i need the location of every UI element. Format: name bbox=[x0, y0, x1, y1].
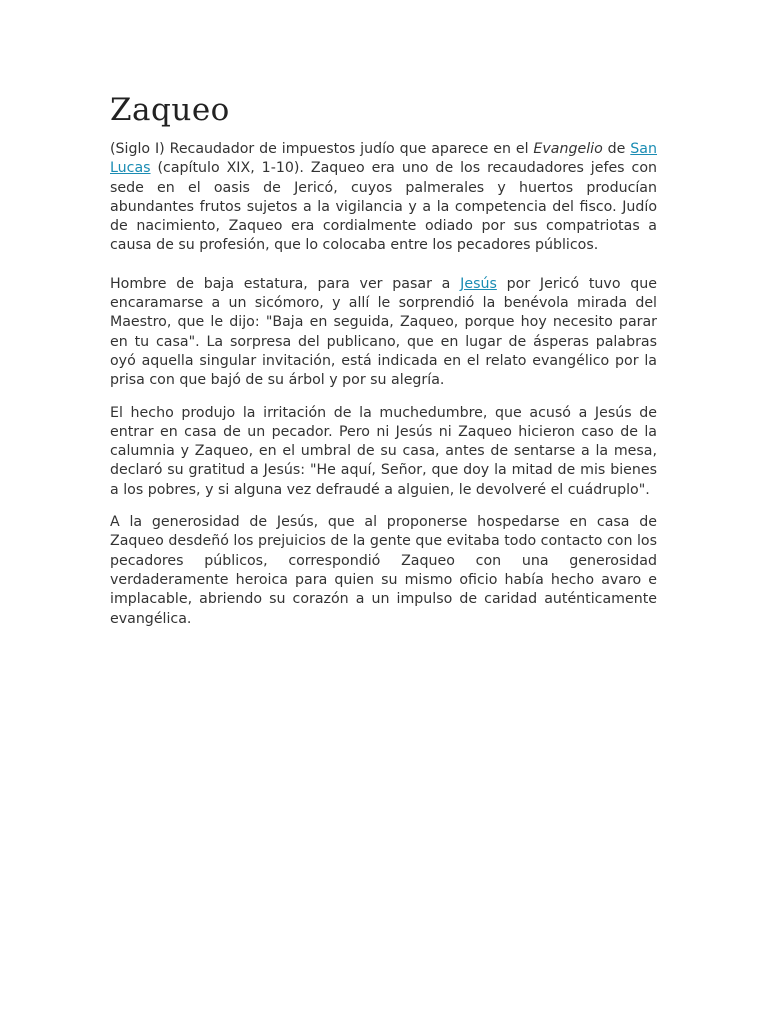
paragraph-generosity: A la generosidad de Jesús, que al proponerse hospedarse en casa de Zaqueo desdeñó los prejuicios de la gente que evitaba todo contacto con los pecadores públicos, correspondió Zaqueo con una generosidad verdaderamente heroica para quien su mismo oficio había hecho avaro e implacable, abriendo su corazón a un impulso de caridad auténticamente evangélica. bbox=[110, 514, 657, 627]
paragraph-sycamore bbox=[110, 275, 657, 391]
link-jesus[interactable]: Jesús bbox=[460, 275, 497, 292]
paragraph-text: (Siglo I) Recaudador de impuestos judío que aparece en el bbox=[110, 141, 534, 157]
paragraph-intro bbox=[110, 140, 657, 256]
paragraph-text: por Jericó tuvo que encaramarse a un sicómoro, y allí le sorprendió la benévola mirada del Maestro, que le dijo: "Baja en seguida, Zaqueo, porque hoy necesito parar en tu casa". La sorpresa del publicano, que en lugar de ásperas palabras oyó aquella singular invitación, está indicada en el relato evangélico por la prisa con que bajó de su árbol y por su alegría. bbox=[110, 275, 657, 389]
paragraph-text: de bbox=[602, 141, 631, 157]
paragraph-text: Hombre de baja estatura, para ver pasar a bbox=[110, 275, 461, 292]
paragraph-crowd: El hecho produjo la irritación de la muchedumbre, que acusó a Jesús de entrar en casa de un pecador. Pero ni Jesús ni Zaqueo hicieron caso de la calumnia y Zaqueo, en el umbral de su casa, antes de sentarse a la mesa, declaró su gratitud a Jesús: "He aquí, Señor, que doy la mitad de mis bienes a los pobres, y si alguna vez defraudé a alguien, le devolveré el cuádruplo". bbox=[110, 404, 657, 498]
link-san-lucas[interactable]: San Lucas bbox=[110, 141, 657, 177]
document-page bbox=[110, 88, 657, 642]
italic-term: Evangelio bbox=[533, 141, 603, 157]
page-title: Zaqueo bbox=[110, 92, 230, 128]
paragraph-text: (capítulo XIX, 1-10). Zaqueo era uno de los recaudadores jefes con sede en el oasis de Jericó, cuyos palmerales y huertos producían abundantes frutos sujetos a la vigilancia y a la competencia del fisco. Judío de nacimiento, Zaqueo era cordialmente odiado por sus compatriotas a causa de su profesión, que lo colocaba entre los pecadores públicos. bbox=[110, 160, 657, 254]
